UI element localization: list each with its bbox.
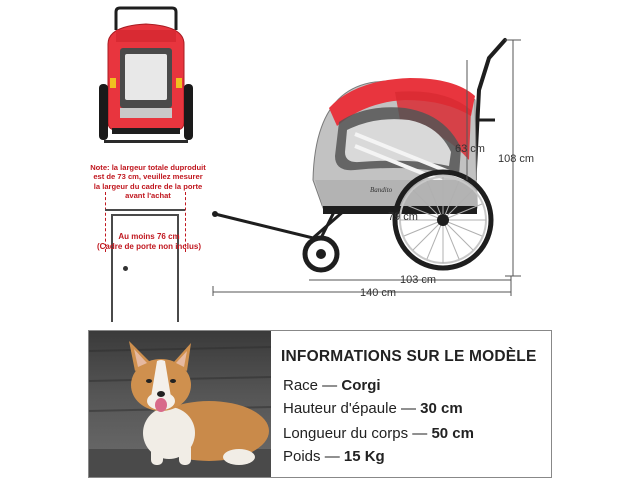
info-shoulder-height — [283, 400, 463, 417]
total-length-label: 140 cm — [360, 287, 397, 299]
door-note — [90, 232, 208, 252]
front-view-illustration — [96, 4, 196, 156]
info-breed-value: Corgi — [341, 377, 381, 394]
door-note-min-width: Au moins 76 cm — [118, 232, 180, 241]
total-height-label: 108 cm — [498, 153, 535, 165]
info-breed-label: Race — — [283, 377, 338, 394]
width-label: 79 cm — [388, 211, 418, 223]
info-breed — [283, 377, 381, 394]
brand-mark: Bandito — [370, 186, 393, 194]
door-note-frame: (Cadre de porte non inclus) — [96, 242, 201, 251]
side-view-illustration — [205, 30, 545, 310]
info-weight — [283, 448, 385, 465]
info-weight-label: Poids — — [283, 448, 340, 465]
info-body-length-label: Longueur du corps — — [283, 425, 428, 442]
door-knob-icon — [123, 266, 128, 271]
info-body-length-value: 50 cm — [431, 425, 474, 442]
info-weight-value: 15 Kg — [343, 448, 385, 465]
info-shoulder-height-label: Hauteur d'épaule — — [283, 400, 416, 417]
info-body-length — [283, 425, 474, 442]
seat-height-label: 63 cm — [455, 143, 485, 155]
info-shoulder-height-value: 30 cm — [420, 400, 463, 417]
corgi-photo — [89, 331, 271, 477]
info-title: INFORMATIONS SUR LE MODÈLE — [281, 348, 537, 365]
width-note: Note: la largeur totale duproduit est de 73 cm, veuillez mesurer la largeur du cadre de la porte avant l'achat — [90, 163, 206, 201]
body-length-label: 103 cm — [400, 274, 437, 286]
door-illustration — [111, 214, 179, 322]
model-info-panel — [88, 330, 552, 478]
